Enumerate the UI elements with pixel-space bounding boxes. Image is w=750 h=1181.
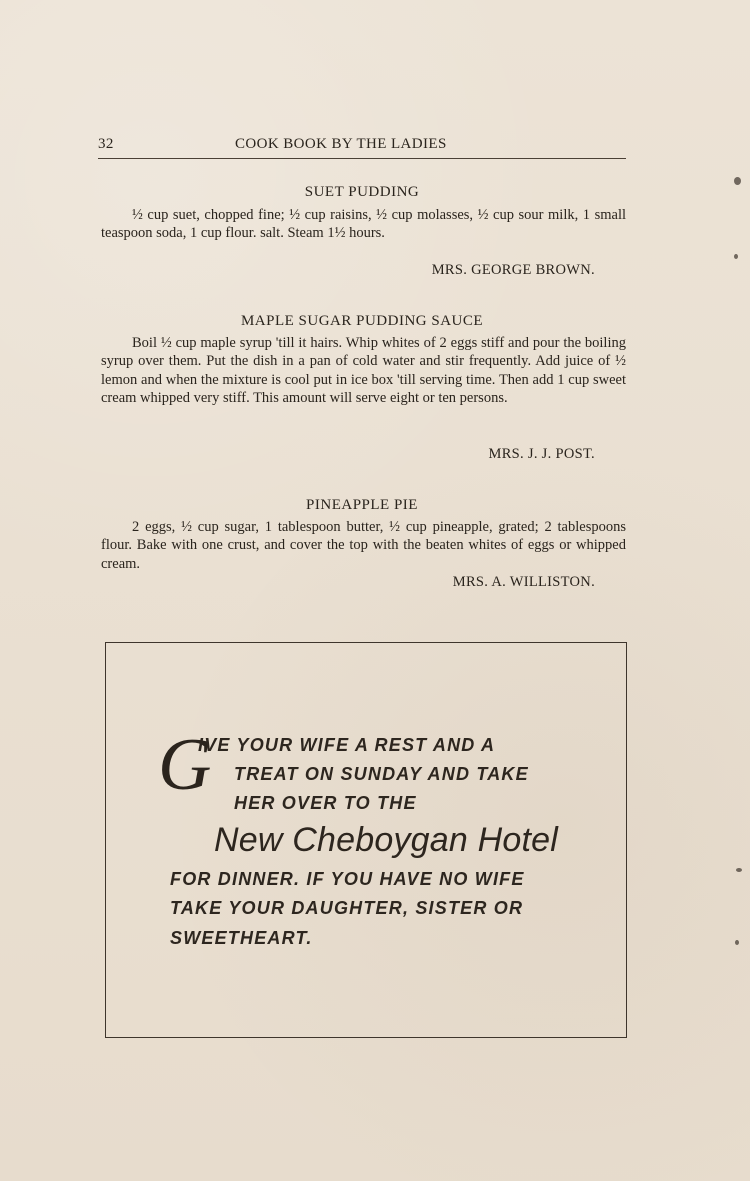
recipe-author-pineapple-pie: MRS. A. WILLISTON. bbox=[452, 574, 595, 590]
recipe-title-suet-pudding: SUET PUDDING bbox=[304, 184, 420, 200]
advertisement-line-2: TREAT ON SUNDAY AND TAKE bbox=[234, 764, 529, 784]
advertisement-line-1: IVE YOUR WIFE A REST AND A bbox=[198, 735, 496, 755]
paper-speck bbox=[734, 254, 738, 259]
recipe-body-suet-pudding: ½ cup suet, chopped fine; ½ cup raisins, ½ cup molasses, ½ cup sour milk, 1 small teaspoon soda, 1 cup flour. salt. Steam 1½ hours. bbox=[101, 207, 626, 242]
running-head: COOK BOOK BY THE LADIES bbox=[235, 136, 447, 152]
paper-speck bbox=[736, 868, 742, 872]
page-header bbox=[98, 136, 626, 159]
recipe-title-pineapple-pie: PINEAPPLE PIE bbox=[306, 497, 418, 513]
advertisement-drop-cap: G bbox=[158, 724, 212, 806]
paper-speck bbox=[735, 940, 739, 945]
recipe-author-maple-sugar-pudding-sauce: MRS. J. J. POST. bbox=[488, 446, 595, 462]
advertisement-line-4: FOR DINNER. IF YOU HAVE NO WIFE bbox=[170, 869, 525, 889]
recipe-title-maple-sugar-pudding-sauce: MAPLE SUGAR PUDDING SAUCE bbox=[240, 313, 484, 329]
recipe-body-pineapple-pie: 2 eggs, ½ cup sugar, 1 tablespoon butter, ½ cup pineapple, grated; 2 tablespoons flour. Bake with one crust, and cover the top with the beaten whites of eggs or whipped cream. bbox=[101, 519, 626, 572]
advertisement-line-5: TAKE YOUR DAUGHTER, SISTER OR bbox=[170, 898, 524, 918]
recipe-body-maple-sugar-pudding-sauce: Boil ½ cup maple syrup 'till it hairs. Whip whites of 2 eggs stiff and pour the boiling syrup over them. Put the dish in a pan of cold water and stir frequently. Add juice of ½ lemon and when the mixture is cool put in ice box 'till serving time. Then add 1 cup sweet cream whipped very stiff. This amount will serve eight or ten persons. bbox=[101, 335, 626, 407]
advertisement-hotel-name: New Cheboygan Hotel bbox=[214, 821, 558, 859]
recipe-author-suet-pudding: MRS. GEORGE BROWN. bbox=[431, 262, 595, 278]
advertisement-line-6: SWEETHEART. bbox=[170, 928, 313, 948]
paper-speck bbox=[734, 177, 741, 185]
page-number: 32 bbox=[98, 136, 114, 152]
advertisement-line-3: HER OVER TO THE bbox=[234, 793, 417, 813]
